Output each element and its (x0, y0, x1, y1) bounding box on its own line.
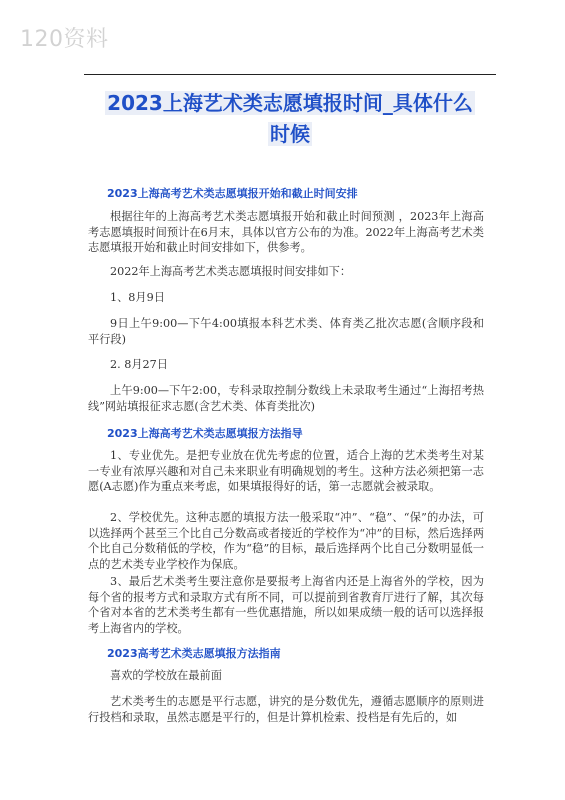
paragraph: 1、8月9日 (110, 291, 165, 304)
paragraph: 喜欢的学校放在最前面 (110, 669, 222, 682)
title-line-2: 时候 (270, 122, 310, 146)
watermark-logo: 120资料 (20, 27, 109, 52)
paragraph: 2、学校优先。这种志愿的填报方法一般采取“冲”、“稳”、“保”的办法，可以选择两个甚至三个比自己分数高或者接近的学校作为“冲”的目标，然后选择两个比自己分数稍低的学校，作为“稳”的目标，最后选择两个比自己分数明显低一点的艺术类专业学校作为保底。 (88, 511, 484, 571)
section-heading-schedule: 2023上海高考艺术类志愿填报开始和截止时间安排 (107, 187, 358, 200)
paragraph: 1、专业优先。是把专业放在优先考虑的位置，适合上海的艺术类考生对某一专业有浓厚兴趣和对自己未来职业有明确规划的考生。这种方法必须把第一志愿(A志愿)作为重点来考虑，如果填报得好的话，第一志愿就会被录取。 (88, 449, 484, 493)
paragraph: 根据往年的上海高考艺术类志愿填报开始和截止时间预测 ，2023年上海高考志愿填报时间预计在6月末，具体以官方公布的为准。2022年上海高考艺术类志愿填报开始和截止时间安排如下，供参考。 (88, 210, 484, 254)
paragraph: 3、最后艺术类考生要注意你是要报考上海省内还是上海省外的学校，因为每个省的报考方式和录取方式有所不同，可以提前到省教育厅进行了解，其次每个省对本省的艺术类考生都有一些优惠措施，所以如果成绩一般的话可以选择报考上海省内的学校。 (88, 575, 484, 635)
page-title (84, 88, 496, 150)
section-heading-guide: 2023高考艺术类志愿填报方法指南 (107, 647, 281, 660)
paragraph: 9日上午9:00—下午4:00填报本科艺术类、体育类乙批次志愿(含顺序段和平行段) (88, 317, 484, 346)
paragraph: 2. 8月27日 (110, 358, 168, 371)
section-heading-method: 2023上海高考艺术类志愿填报方法指导 (107, 427, 303, 440)
title-line-1: 2023上海艺术类志愿填报时间_具体什么 (107, 91, 473, 115)
paragraph: 艺术类考生的志愿是平行志愿，讲究的是分数优先，遵循志愿顺序的原则进行投档和录取，虽然志愿是平行的，但是计算机检索、投档是有先后的，如 (88, 695, 484, 724)
header-rule (84, 74, 496, 75)
paragraph: 上午9:00—下午2:00，专科录取控制分数线上未录取考生通过“上海招考热线”网站填报征求志愿(含艺术类、体育类批次) (88, 384, 484, 413)
paragraph: 2022年上海高考艺术类志愿填报时间安排如下： (110, 265, 352, 278)
